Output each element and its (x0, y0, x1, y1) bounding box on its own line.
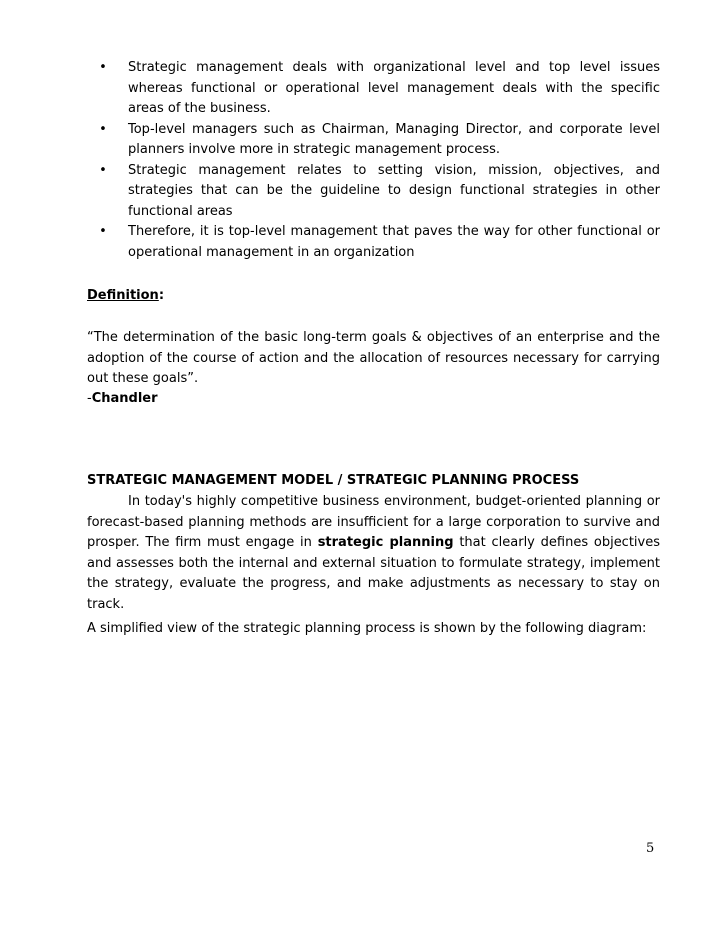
definition-heading (87, 286, 660, 307)
bullet-marker: • (99, 60, 107, 75)
bullet-marker: • (99, 224, 107, 239)
bullet-text: Strategic management deals with organizational level and top level issues whereas functional or operational level management deals with the specific areas of the business. (128, 60, 660, 116)
attribution-dash: - (87, 391, 92, 406)
diagram-intro: A simplified view of the strategic planning process is shown by the following diagram: (87, 621, 647, 636)
section-heading: STRATEGIC MANAGEMENT MODEL / STRATEGIC PLANNING PROCESS (87, 473, 580, 488)
bullet-list (96, 58, 660, 263)
bullet-text: Top-level managers such as Chairman, Managing Director, and corporate level planners involve more in strategic management process. (128, 121, 660, 157)
definition-quote: “The determination of the basic long-term goals & objectives of an enterprise and the adoption of the course of action and the allocation of resources necessary for carrying out these goals”. (87, 330, 660, 386)
bullet-text: Therefore, it is top-level management that paves the way for other functional or operational management in an organization (128, 224, 660, 260)
bullet-marker: • (99, 162, 107, 178)
page-number: 5 (646, 841, 655, 856)
paragraph-emphasis: strategic planning (317, 535, 454, 550)
bullet-item (96, 222, 660, 263)
bullet-item (96, 161, 660, 223)
section-paragraph (87, 492, 660, 615)
definition-colon: : (158, 288, 165, 303)
paragraph-text-end: that clearly defines objectives and assesses both the internal and external situation to formulate strategy, implement the strategy, evaluate the progress, and make adjustments as necessary to stay on track. (87, 535, 661, 612)
bullet-text: Strategic management relates to setting vision, mission, objectives, and strategies that can be the guideline to design functional strategies in other functional areas (128, 162, 660, 219)
definition-heading-label: Definition (87, 288, 159, 303)
definition-attribution (87, 389, 660, 410)
bullet-item (96, 58, 660, 120)
bullet-marker: • (99, 121, 107, 137)
bullet-item (96, 120, 660, 161)
paragraph-text-start: In today's highly competitive business environment, budget-oriented planning or forecast-based planning methods are insufficient for a large corporation to survive and prosper. The firm must engage in (87, 494, 660, 550)
attribution-name: Chandler (91, 391, 158, 406)
